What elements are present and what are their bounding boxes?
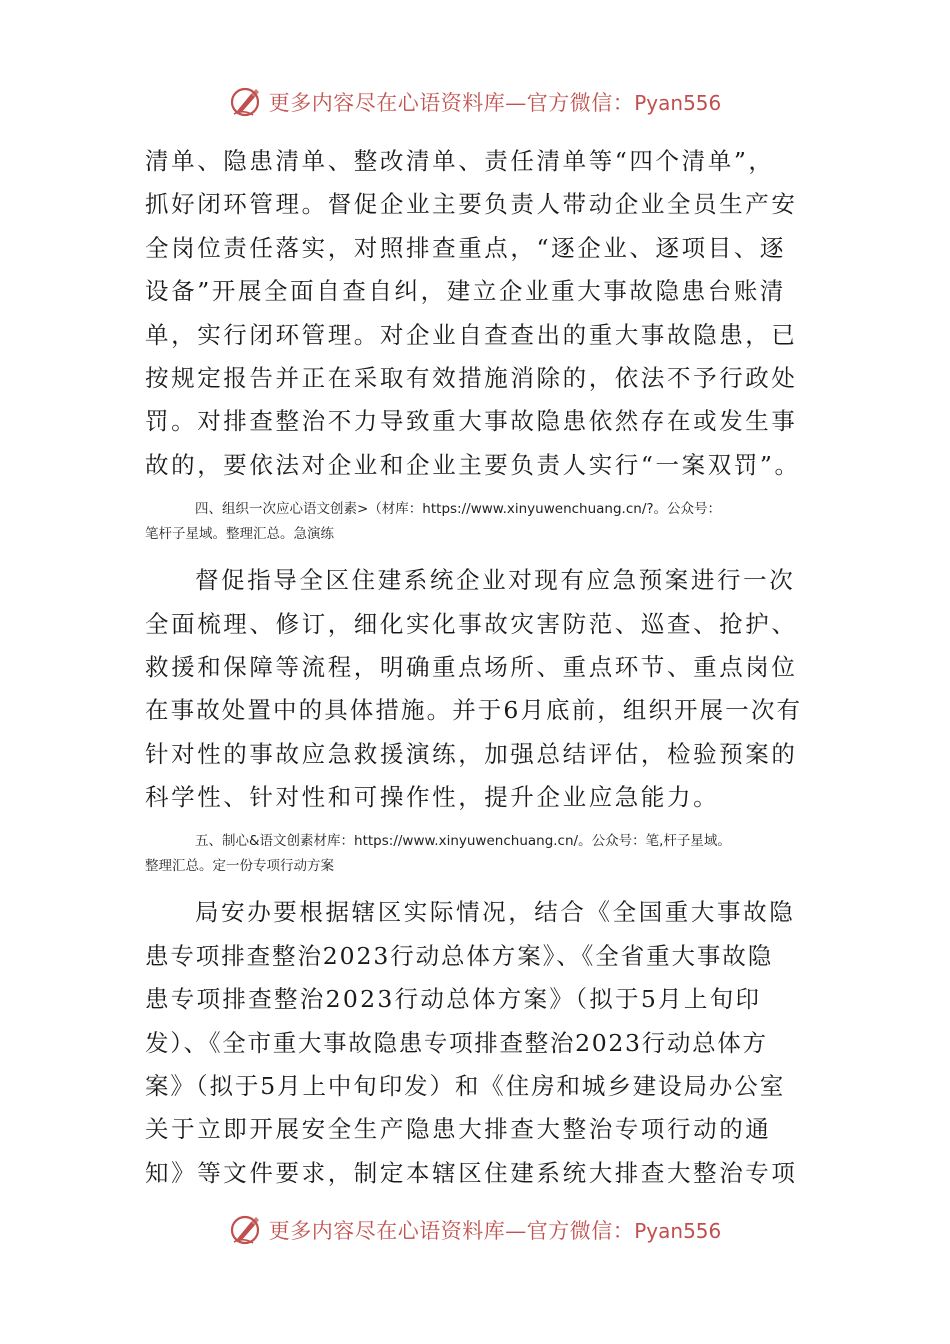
paragraph-action-plan [145,891,810,1195]
text-line: 救援和保障等流程，明确重点场所、重点环节、重点岗位 [145,652,798,681]
text-line: 知》等文件要求，制定本辖区住建系统大排查大整治专项 [145,1158,798,1187]
text-line: 罚。对排查整治不力导致重大事故隐患依然存在或发生事 [145,407,798,436]
heading-line: 笔杆子星域。整理汇总。急演练 [145,526,334,543]
text-line: 发）、《全市重大事故隐患专项排查整治2023行动总体方 [145,1028,768,1057]
wechat-id: Pyan556 [634,91,722,115]
paragraph-closed-loop [145,140,810,487]
text-line: 全岗位责任落实，对照排查重点，“逐企业、逐项目、逐 [145,233,787,262]
banner-text: 更多内容尽在心语资料库—官方微信：Pyan556 [268,91,722,115]
text-line: 按规定报告并正在采取有效措施消除的，依法不予行政处 [145,363,798,392]
text-line: 关于立即开展安全生产隐患大排查大整治专项行动的通 [145,1115,772,1144]
section-heading-4 [145,497,810,547]
text-line: 单，实行闭环管理。对企业自查查出的重大事故隐患，已 [145,320,798,349]
text-line: 督促指导全区住建系统企业对现有应急预案进行一次 [195,566,796,595]
header-banner [0,80,950,124]
text-line: 针对性的事故应急救援演练，加强总结评估，检验预案的 [145,739,798,768]
heading-line: 四、组织一次应心语文创素>（材库：https://www.xinyuwenchuang.cn/?。公众号： [195,501,722,518]
text-line: 故的，要依法对企业和企业主要负责人实行“一案双罚”。 [145,450,801,479]
banner-text: 更多内容尽在心语资料库—官方微信：Pyan556 [268,1219,722,1243]
wechat-id: Pyan556 [634,1219,722,1243]
pen-logo-icon [229,85,263,119]
heading-line: 整理汇总。定一份专项行动方案 [145,858,334,875]
text-line: 全面梳理、修订，细化实化事故灾害防范、巡查、抢护、 [145,609,798,638]
heading-line: 五、制心&语文创素材库：https://www.xinyuwenchuang.cn/。公众号：笔,杆子星域。 [195,833,731,850]
text-line: 清单、隐患清单、整改清单、责任清单等“四个清单”， [145,147,775,175]
text-line: 案》（拟于5月上中旬印发）和《住房和城乡建设局办公室 [145,1072,786,1101]
section-heading-5 [145,829,810,879]
pen-logo-icon [229,1213,263,1247]
footer-banner [0,1208,950,1252]
paragraph-emergency-drill [145,559,810,819]
text-line: 患专项排查整治2023行动总体方案》、《全省重大事故隐 [145,941,774,970]
document-body [145,140,810,1195]
text-line: 局安办要根据辖区实际情况，结合《全国重大事故隐 [195,898,796,927]
text-line: 在事故处置中的具体措施。并于6月底前，组织开展一次有 [145,696,803,725]
text-line: 科学性、针对性和可操作性，提升企业应急能力。 [145,783,720,812]
text-line: 抓好闭环管理。督促企业主要负责人带动企业全员生产安 [145,190,798,219]
text-line: 患专项排查整治2023行动总体方案》（拟于5月上旬印 [145,985,762,1014]
text-line: 设备”开展全面自查自纠，建立企业重大事故隐患台账清 [145,277,787,306]
